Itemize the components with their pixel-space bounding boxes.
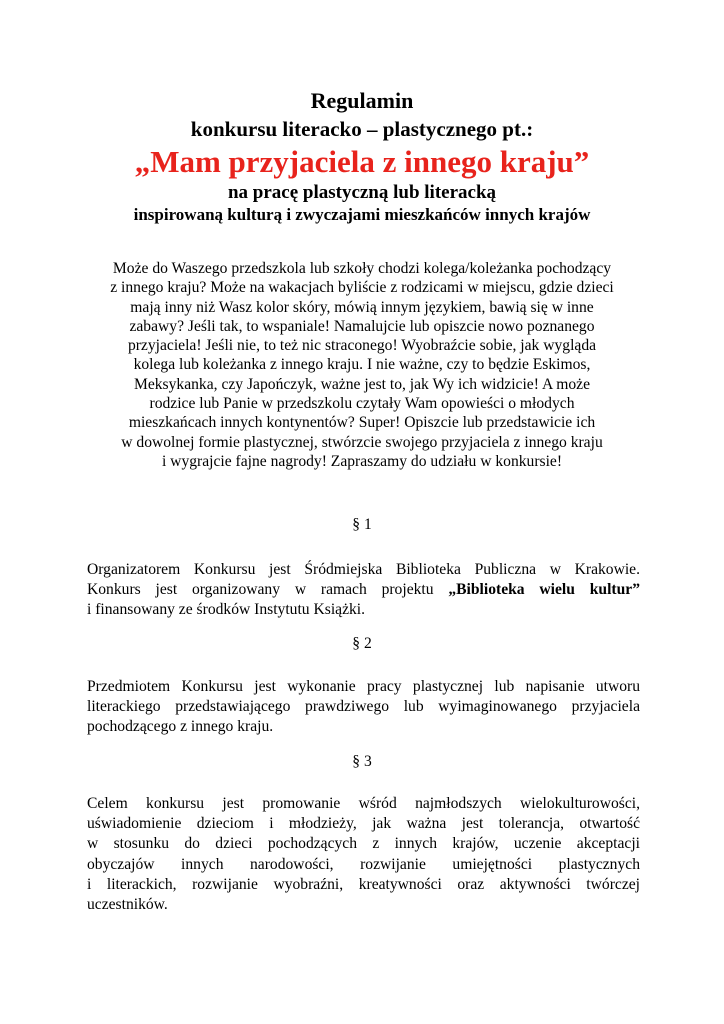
intro-line: zabawy? Jeśli tak, to wspaniale! Namalujcie lub opiszcie nowo poznanego <box>129 317 595 335</box>
paragraph-line: Celem konkursu jest promowanie wśród najmłodszych wielokulturowości, <box>87 795 640 812</box>
paragraph-line: obyczajów innych narodowości, rozwijanie umiejętności plastycznych <box>87 855 640 873</box>
intro-line: w dowolnej formie plastycznej, stwórzcie swojego przyjaciela z innego kraju <box>121 433 603 451</box>
header-subtitle: konkursu literacko – plastycznego pt.: <box>190 117 534 141</box>
paragraph-line: Organizatorem Konkursu jest Śródmiejska Biblioteka Publiczna w Krakowie. <box>87 561 640 578</box>
contest-title: „Mam przyjaciela z innego kraju” <box>134 144 590 179</box>
section-3-paragraph <box>87 794 640 915</box>
header-regulamin: Regulamin <box>310 88 414 113</box>
paragraph-line: Przedmiotem Konkursu jest wykonanie pracy plastycznej lub napisanie utworu <box>87 678 640 695</box>
intro-line: kolega lub koleżanka z innego kraju. I nie ważne, czy to będzie Eskimos, <box>133 356 591 374</box>
section-mark-3: § 3 <box>352 753 372 770</box>
paragraph-line: literackiego przedstawiającego prawdziwego lub wyimaginowanego przyjaciela <box>87 698 640 716</box>
intro-line: Może do Waszego przedszkola lub szkoły chodzi kolega/koleżanka pochodzący <box>112 260 612 277</box>
intro-line: przyjaciela! Jeśli nie, to też nic straconego! Wyobraźcie sobie, jak wygląda <box>127 337 597 355</box>
paragraph-line: uświadomienie dzieciom i młodzieży, jak ważna jest tolerancja, otwartość <box>87 815 640 833</box>
intro-line: mieszkańcach innych kontynentów? Super! Opiszcie lub przedstawicie ich <box>128 414 596 432</box>
section-1-paragraph <box>87 560 640 621</box>
paragraph-line: w stosunku do dzieci pochodzących z innych krajów, uczenie akceptacji <box>87 835 640 853</box>
section-mark-1: § 1 <box>352 516 372 533</box>
intro-line: i wygrajcie fajne nagrody! Zapraszamy do udziału w konkursie! <box>161 452 563 470</box>
intro-line: mają inny niż Wasz kolor skóry, mówią innym językiem, bawią się w inne <box>130 298 594 316</box>
header-theme: inspirowaną kulturą i zwyczajami mieszkańców innych krajów <box>133 205 591 224</box>
intro-line: z innego kraju? Może na wakacjach byliście z rodzicami w miejscu, gdzie dzieci <box>110 279 614 297</box>
project-name: „Biblioteka wielu kultur” <box>448 581 640 599</box>
paragraph-line: i literackich, rozwijanie wyobraźni, kreatywności oraz aktywności twórczej <box>87 875 640 893</box>
section-2-paragraph <box>87 677 640 738</box>
paragraph-line: uczestników. <box>87 896 168 914</box>
paragraph-line: i finansowany ze środków Instytutu Książki. <box>87 601 366 619</box>
document-header <box>60 86 664 226</box>
paragraph-line-with-project <box>87 580 640 600</box>
section-mark-2: § 2 <box>352 635 372 652</box>
paragraph-text: Konkurs jest organizowany w ramach projektu <box>87 581 434 599</box>
paragraph-line: pochodzącego z innego kraju. <box>87 718 274 736</box>
intro-line: Meksykanka, czy Japończyk, ważne jest to, jak Wy ich widzicie! A może <box>133 375 591 393</box>
intro-paragraph <box>60 259 664 471</box>
intro-line: rodzice lub Panie w przedszkolu czytały Wam opowieści o młodych <box>149 395 575 413</box>
header-category: na pracę plastyczną lub literacką <box>227 182 497 203</box>
